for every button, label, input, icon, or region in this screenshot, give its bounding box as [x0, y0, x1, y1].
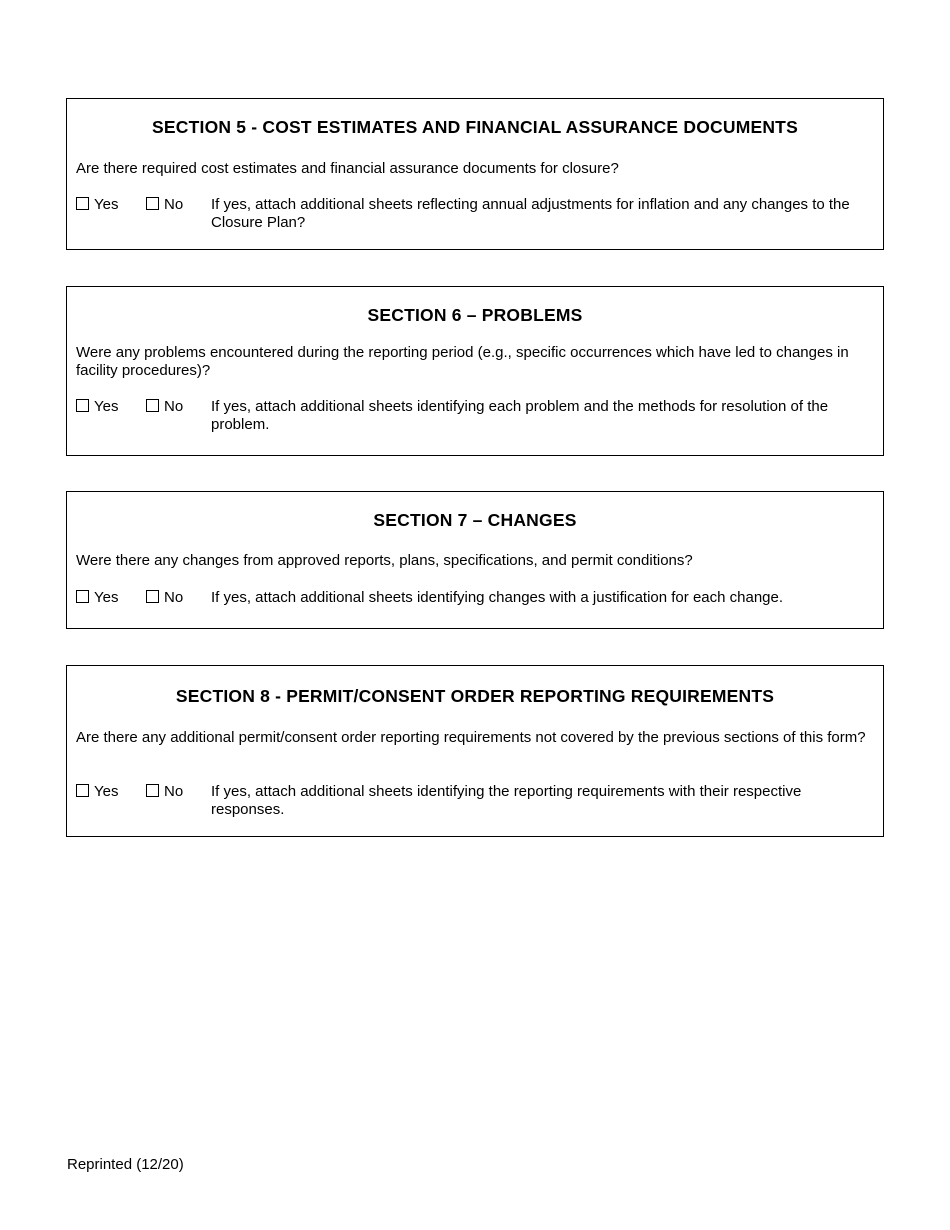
- yes-checkbox[interactable]: [76, 399, 89, 412]
- footer-reprint-date: Reprinted (12/20): [67, 1156, 184, 1173]
- section-title: SECTION 6 – PROBLEMS: [367, 305, 583, 325]
- section-question: Were any problems encountered during the reporting period (e.g., specific occurrences which have led to changes in facility procedures)?: [76, 344, 849, 379]
- section-7-changes: [66, 491, 884, 629]
- no-label: No: [164, 589, 184, 606]
- no-option[interactable]: [146, 196, 183, 214]
- yes-label: Yes: [94, 783, 119, 800]
- yes-option[interactable]: [76, 783, 118, 801]
- no-checkbox[interactable]: [146, 399, 159, 412]
- section-6-problems: [66, 286, 884, 456]
- no-checkbox[interactable]: [146, 590, 159, 603]
- no-option[interactable]: [146, 783, 183, 801]
- no-label: No: [164, 196, 184, 213]
- yes-option[interactable]: [76, 196, 118, 214]
- section-question: Are there required cost estimates and financial assurance documents for closure?: [76, 160, 619, 177]
- section-5-cost-estimates: [66, 98, 884, 250]
- yes-option[interactable]: [76, 589, 118, 607]
- yes-checkbox[interactable]: [76, 784, 89, 797]
- yes-checkbox[interactable]: [76, 197, 89, 210]
- no-label: No: [164, 398, 184, 415]
- yes-checkbox[interactable]: [76, 590, 89, 603]
- section-question: Are there any additional permit/consent order reporting requirements not covered by the previous sections of this form?: [76, 729, 866, 746]
- no-option[interactable]: [146, 589, 183, 607]
- instruction-text: If yes, attach additional sheets identifying changes with a justification for each change.: [211, 589, 784, 606]
- instruction-text: If yes, attach additional sheets identifying the reporting requirements with their respective responses.: [211, 783, 802, 818]
- instruction-text: If yes, attach additional sheets reflecting annual adjustments for inflation and any changes to the Closure Plan?: [211, 196, 850, 231]
- yes-option[interactable]: [76, 398, 118, 416]
- yes-label: Yes: [94, 398, 119, 415]
- no-option[interactable]: [146, 398, 183, 416]
- no-checkbox[interactable]: [146, 197, 159, 210]
- yes-label: Yes: [94, 196, 119, 213]
- no-checkbox[interactable]: [146, 784, 159, 797]
- section-8-reporting-requirements: [66, 665, 884, 837]
- section-title: SECTION 5 - COST ESTIMATES AND FINANCIAL ASSURANCE DOCUMENTS: [152, 117, 798, 137]
- no-label: No: [164, 783, 184, 800]
- section-question: Were there any changes from approved reports, plans, specifications, and permit conditions?: [76, 552, 693, 569]
- section-title: SECTION 8 - PERMIT/CONSENT ORDER REPORTING REQUIREMENTS: [175, 686, 775, 706]
- instruction-text: If yes, attach additional sheets identifying each problem and the methods for resolution of the problem.: [211, 398, 829, 433]
- section-title: SECTION 7 – CHANGES: [373, 510, 577, 530]
- yes-label: Yes: [94, 589, 119, 606]
